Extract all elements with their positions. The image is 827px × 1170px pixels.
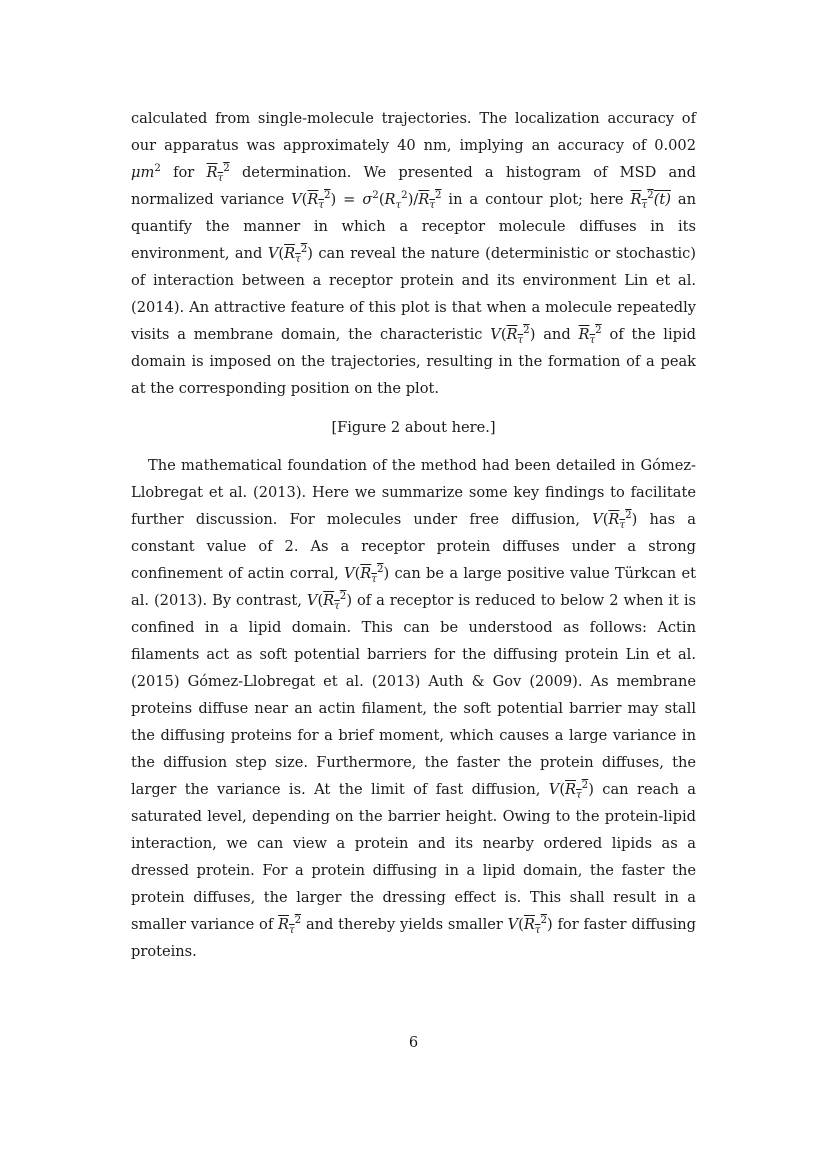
text-run: of a receptor is reduced to below 2 when it is confined in a lipid domain. This can be understood as follows: Actin filaments act as soft potential barriers for the diffusing protein Lin et al. (2015) Gómez-Llobregat et al. (2013) Auth & Gov (2009). As membrane proteins diffuse near an actin filament, the soft potential barrier may stall the diffusing proteins for a brief moment, which causes a large variance in the diffusion step size. Furthermore, the faster the protein diffuses, the larger the variance is. At the limit of fast diffusion, (131, 592, 697, 798)
text-run: of the lipid domain is imposed on the trajectories, resulting in the formation of a peak at the corresponding position on the plot. (131, 326, 696, 397)
math-variance: $V(R_\tau^2)$ (592, 510, 638, 531)
math-msd-mean: $R_\tau^2$ (206, 163, 230, 184)
paragraph-1 (131, 105, 696, 402)
math-exponent: 2 (154, 163, 161, 175)
text-run: in a contour plot; here (441, 191, 631, 208)
text-run: can be a large positive value Türkcan et al. (2013). By contrast, (131, 565, 696, 609)
text-run: The mathematical foundation of the method had been detailed in Gómez-Llobregat et al. (2013). Here we summarize some key findings to facilitate further discussion. For molecules under free diffusion, (131, 457, 696, 528)
text-run: calculated from single-molecule trajectories. The localization accuracy of our apparatus was approximately 40 nm, implying an accuracy of 0.002 (131, 110, 696, 154)
math-variance: $V(R_\tau^2)$ (490, 325, 536, 346)
math-variance: $V(R_\tau^2)$ (507, 915, 553, 936)
text-run: determination. We presented a histogram of MSD and normalized variance (131, 164, 696, 208)
math-variance: $V(R_\tau^2)$ (306, 591, 353, 612)
text-run: and thereby yields smaller (301, 916, 508, 933)
math-unit-um: μm (131, 164, 155, 181)
page-number: 6 (408, 1034, 419, 1051)
math-msd-time: $R_\tau^2(t)$ (630, 190, 671, 211)
text-run: for faster diffusing proteins. (131, 916, 696, 960)
figure-placeholder: [Figure 2 about here.] (331, 419, 496, 436)
math-msd-mean: $R_\tau^2$ (578, 325, 602, 346)
math-variance: $V(R_\tau^2)$ (267, 244, 313, 265)
paragraph-2 (131, 452, 696, 965)
text-run: and (535, 326, 579, 343)
text-run: an quantify the manner in which a receptor molecule diffuses in its environment, and (131, 191, 696, 262)
text-run: for (160, 164, 207, 181)
page-body (131, 105, 696, 965)
text-run: can reach a saturated level, depending on the barrier height. Owing to the protein-lipid interaction, we can view a protein and its nearby ordered lipids as a dressed protein. For a protein diffusing in a lipid domain, the faster the protein diffuses, the larger the dressing effect is. This shall result in a smaller variance of (131, 781, 696, 933)
text-run: can reveal the nature (deterministic or stochastic) of interaction between a receptor protein and its environment Lin et al. (2014). An attractive feature of this plot is that when a molecule repeatedly visits a membrane domain, the characteristic (131, 245, 696, 343)
text-run: has a constant value of 2. As a receptor protein diffuses under a strong confinement of actin corral, (131, 511, 696, 582)
math-variance-definition: $V(R_\tau^2) = \sigma^2(R_\tau^2)/R_\tau^2$ (291, 190, 442, 211)
math-msd-mean: $R_\tau^2$ (278, 915, 302, 936)
math-variance: $V(R_\tau^2)$ (344, 564, 390, 585)
math-variance: $V(R_\tau^2)$ (548, 780, 594, 801)
